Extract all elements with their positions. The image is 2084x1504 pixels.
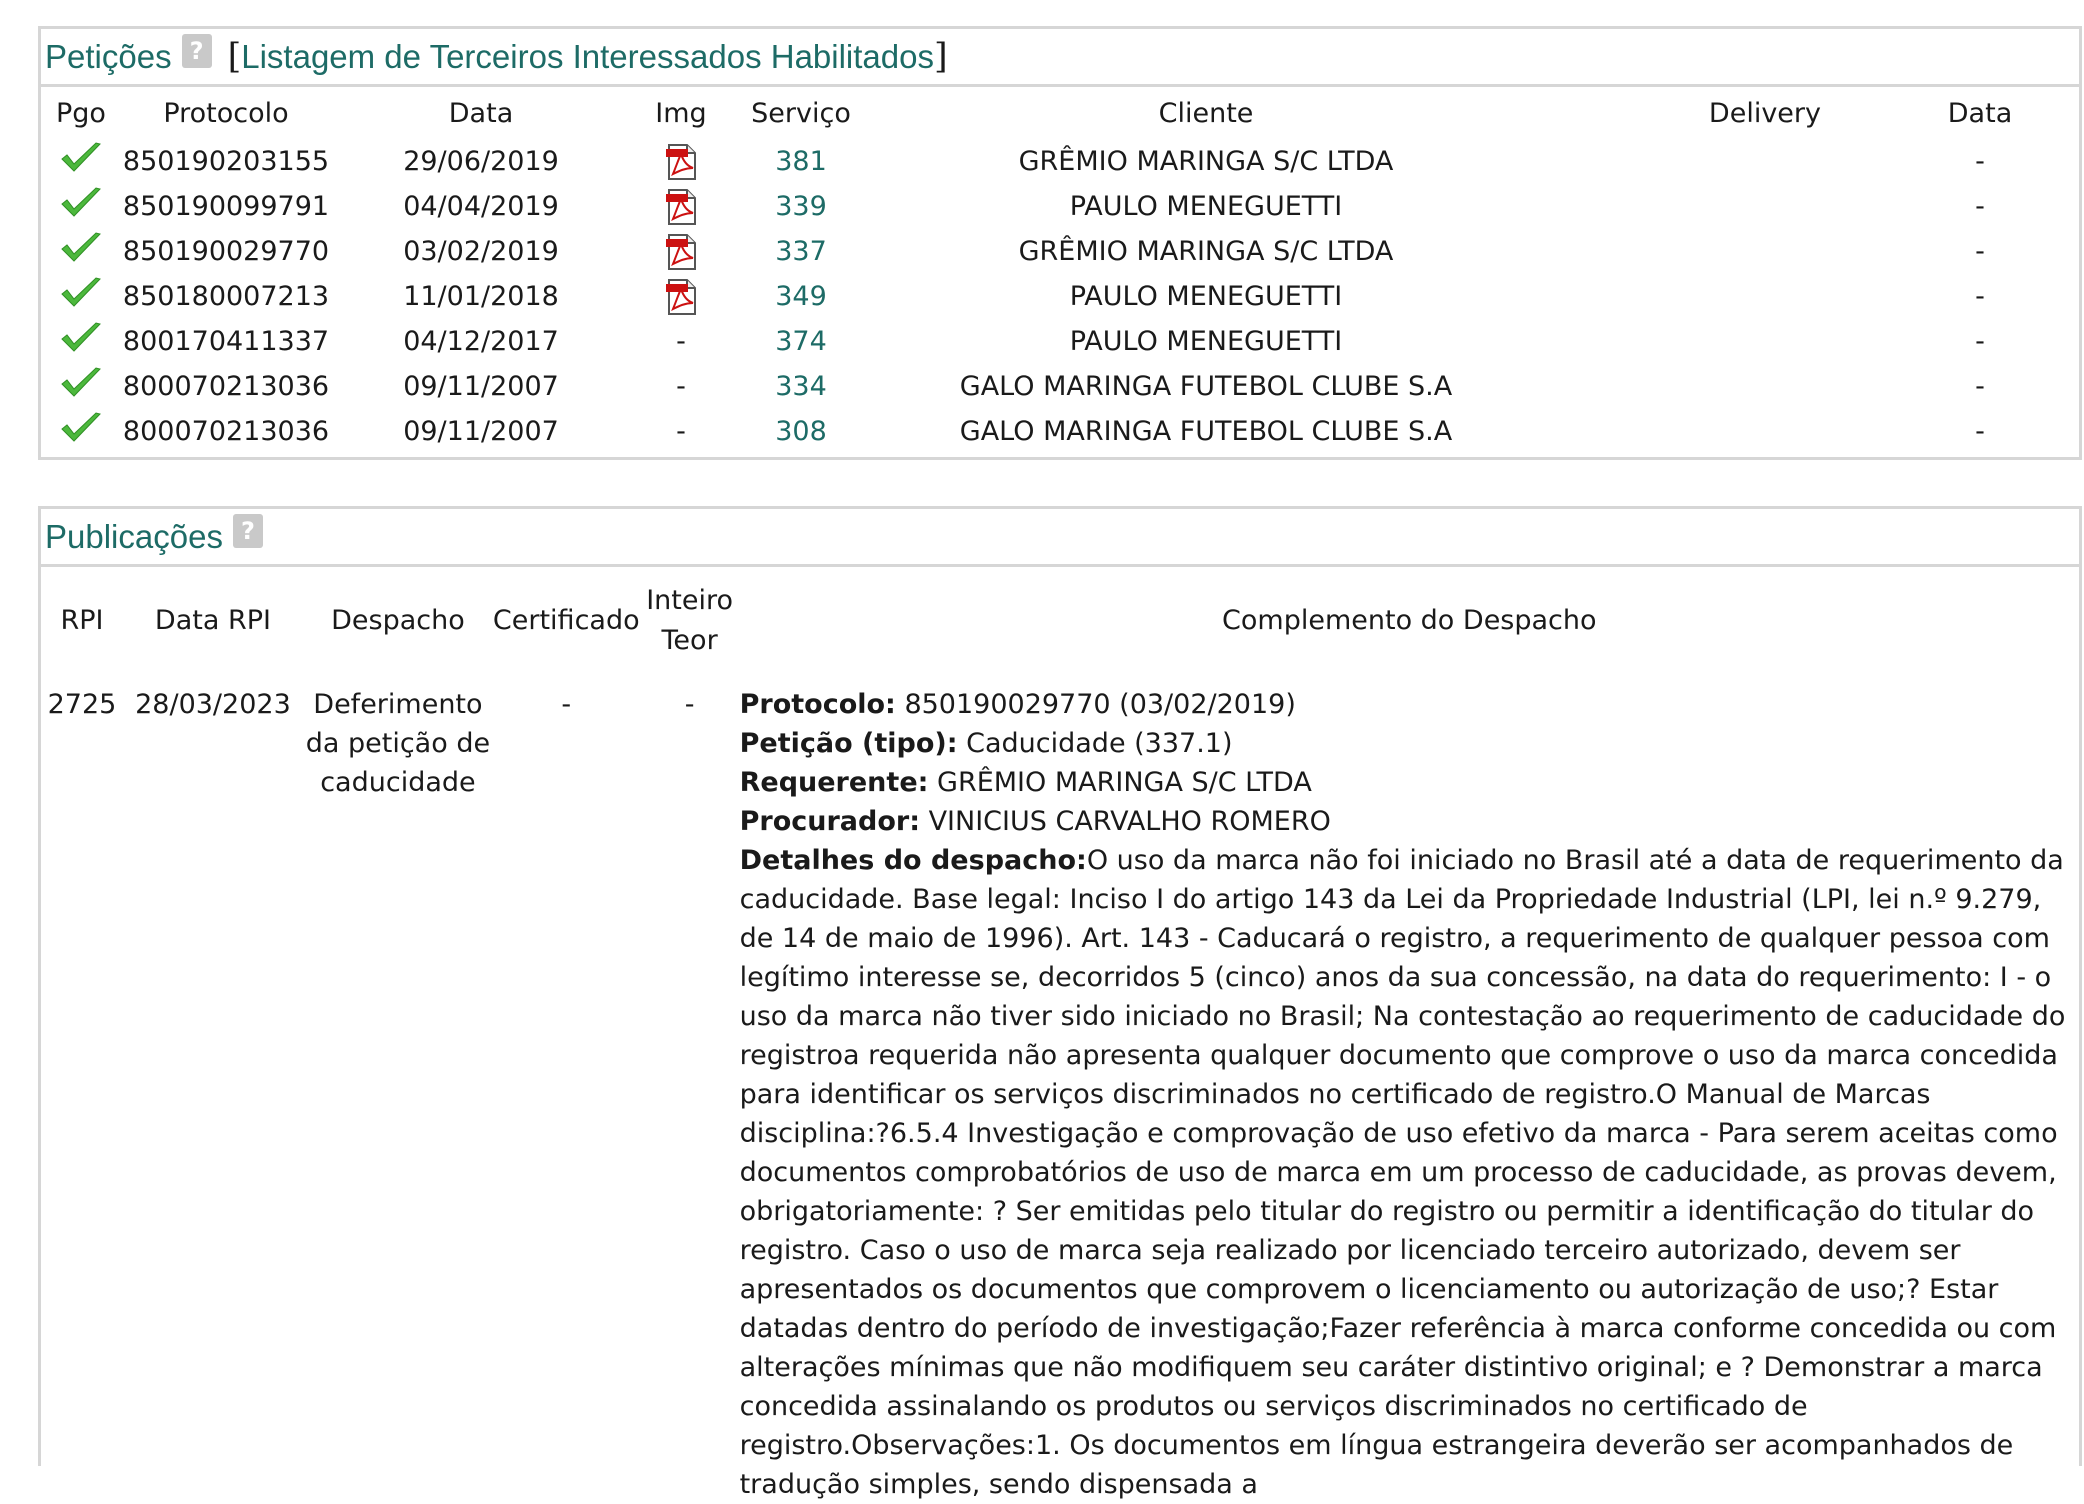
paid-cell	[41, 319, 121, 364]
data2-cell: -	[1975, 326, 1985, 357]
check-icon	[59, 366, 103, 400]
data2-cell: -	[1975, 191, 1985, 222]
servico-link[interactable]: 308	[775, 416, 827, 447]
cliente-cell: GALO MARINGA FUTEBOL CLUBE S.A	[959, 371, 1453, 402]
pdf-icon[interactable]	[661, 232, 701, 272]
peticoes-header	[41, 29, 2079, 87]
requerente-label: Requerente:	[739, 767, 929, 798]
delivery-cell	[1541, 139, 1881, 184]
delivery-cell	[1541, 319, 1881, 364]
img-cell	[631, 184, 731, 229]
bracket-close: ]	[934, 36, 948, 77]
despacho-line-3: caducidade	[320, 767, 476, 798]
complemento-cell	[740, 675, 2079, 1504]
protocolo-cell: 850190203155	[122, 146, 330, 177]
img-cell: -	[676, 371, 686, 402]
publicacoes-table	[41, 567, 2079, 1504]
delivery-cell	[1541, 364, 1881, 409]
cliente-cell: GRÊMIO MARINGA S/C LTDA	[1018, 146, 1394, 177]
peticao-label: Petição (tipo):	[739, 728, 958, 759]
img-cell: -	[676, 416, 686, 447]
despacho-line-1: Deferimento	[313, 689, 483, 720]
protocolo-cell: 850190099791	[122, 191, 330, 222]
col-protocolo: Protocolo	[163, 97, 289, 129]
check-icon	[59, 276, 103, 310]
col-data2: Data	[1947, 97, 2013, 129]
procurador-value: VINICIUS CARVALHO ROMERO	[920, 806, 1331, 837]
table-row	[41, 364, 2079, 409]
pdf-icon[interactable]	[661, 277, 701, 317]
delivery-cell	[1541, 274, 1881, 319]
paid-cell	[41, 229, 121, 274]
peticoes-body	[41, 139, 2079, 454]
publicacoes-header	[41, 509, 2079, 567]
delivery-cell	[1541, 409, 1881, 454]
data2-cell: -	[1975, 416, 1985, 447]
col-complemento: Complemento do Despacho	[1222, 605, 1597, 636]
protocolo-value: 850190029770 (03/02/2019)	[895, 689, 1296, 720]
col-pgo: Pgo	[56, 97, 106, 129]
pdf-icon[interactable]	[661, 187, 701, 227]
servico-link[interactable]: 339	[775, 191, 827, 222]
despacho-cell	[303, 675, 493, 1504]
cliente-cell: PAULO MENEGUETTI	[1069, 326, 1343, 357]
cliente-cell: GALO MARINGA FUTEBOL CLUBE S.A	[959, 416, 1453, 447]
table-row	[41, 184, 2079, 229]
table-row	[41, 319, 2079, 364]
paid-cell	[41, 409, 121, 454]
paid-cell	[41, 139, 121, 184]
col-despacho: Despacho	[331, 605, 465, 636]
check-icon	[59, 231, 103, 265]
help-icon[interactable]: ?	[182, 34, 212, 68]
requerente-value: GRÊMIO MARINGA S/C LTDA	[928, 767, 1312, 798]
protocolo-cell: 850190029770	[122, 236, 330, 267]
pdf-icon[interactable]	[661, 142, 701, 182]
img-cell: -	[676, 326, 686, 357]
table-row	[41, 139, 2079, 184]
servico-cell	[731, 364, 871, 409]
data-cell: 04/04/2019	[403, 191, 559, 222]
data2-cell: -	[1975, 236, 1985, 267]
img-cell	[631, 229, 731, 274]
teor-label: Teor	[661, 625, 718, 656]
peticao-value: Caducidade (337.1)	[957, 728, 1233, 759]
servico-link[interactable]: 337	[775, 236, 827, 267]
detalhes-text: O uso da marca não foi iniciado no Brasil até a data de requerimento da caducidade. Base legal: Inciso I do artigo 143 da Lei da Propriedade Industrial (LPI, lei n.º 9.279, de 14 de maio de 1996). Art. 143 - Caducará o registro, a requerimento de qualquer pessoa com legítimo interesse se, decorridos 5 (cinco) anos da sua concessão, na data do requerimento: I - o uso da marca não tiver sido iniciado no Brasil; Na contestação ao requerimento de caducidade do registroa requerida não apresenta qualquer documento que comprove o uso da marca concedida para identificar os serviços discriminados no certificado de registro.O Manual de Marcas disciplina:?6.5.4 Investigação e comprovação de uso efetivo da marca - Para serem aceitas como documentos comprobatórios de uso de marca em um processo de caducidade, as provas devem, obrigatoriamente: ? Ser emitidas pelo titular do registro ou permitir a identificação do titular do registro. Caso o uso de marca seja realizado por licenciado terceiro autorizado, devem ser apresentados os documentos que comprovem o licenciamento ou autorização de uso;? Estar datadas dentro do período de investigação;Fazer referência à marca conforme concedida ou com alterações mínimas que não modifiquem seu caráter distintivo original; e ? Demonstrar a marca concedida assinalando os produtos ou serviços discriminados no certificado de registro.Observações:1. Os documentos em língua estrangeira deverão ser acompanhados de tradução simples, sendo dispensada a	[739, 845, 2066, 1500]
servico-link[interactable]: 334	[775, 371, 827, 402]
servico-link[interactable]: 381	[775, 146, 827, 177]
procurador-label: Procurador:	[739, 806, 920, 837]
col-data-rpi: Data RPI	[154, 605, 271, 636]
terceiros-interessados-link[interactable]: Listagem de Terceiros Interessados Habilitados	[241, 37, 934, 75]
data2-cell: -	[1975, 371, 1985, 402]
servico-link[interactable]: 374	[775, 326, 827, 357]
col-inteiro-teor	[640, 567, 740, 675]
protocolo-cell: 850180007213	[122, 281, 330, 312]
peticoes-title: Petições	[45, 37, 172, 75]
check-icon	[59, 141, 103, 175]
data-cell: 09/11/2007	[403, 371, 559, 402]
table-row	[41, 229, 2079, 274]
cliente-cell: PAULO MENEGUETTI	[1069, 281, 1343, 312]
paid-cell	[41, 274, 121, 319]
col-cliente: Cliente	[1158, 97, 1254, 129]
publicacoes-panel	[38, 506, 2082, 1500]
data-cell: 29/06/2019	[403, 146, 559, 177]
inteiro-teor-cell: -	[684, 689, 695, 720]
servico-cell	[731, 139, 871, 184]
col-data: Data	[448, 97, 514, 129]
check-icon	[59, 411, 103, 445]
terceiros-link-wrap	[228, 37, 948, 77]
table-row	[41, 274, 2079, 319]
help-icon[interactable]: ?	[233, 514, 263, 548]
data-rpi-cell: 28/03/2023	[135, 689, 291, 720]
rpi-cell: 2725	[47, 689, 117, 720]
data-cell: 03/02/2019	[403, 236, 559, 267]
table-row	[41, 675, 2079, 1504]
img-cell	[631, 139, 731, 184]
table-row	[41, 409, 2079, 454]
servico-cell	[731, 319, 871, 364]
data2-cell: -	[1975, 146, 1985, 177]
col-servico: Serviço	[751, 97, 851, 129]
protocolo-cell: 800070213036	[122, 416, 330, 447]
data2-cell: -	[1975, 281, 1985, 312]
servico-cell	[731, 229, 871, 274]
cliente-cell: PAULO MENEGUETTI	[1069, 191, 1343, 222]
data-cell: 11/01/2018	[403, 281, 559, 312]
data-cell: 09/11/2007	[403, 416, 559, 447]
paid-cell	[41, 364, 121, 409]
paid-cell	[41, 184, 121, 229]
delivery-cell	[1541, 184, 1881, 229]
certificado-cell: -	[561, 689, 572, 720]
servico-cell	[731, 409, 871, 454]
publicacoes-title: Publicações	[45, 517, 223, 555]
detalhes-label: Detalhes do despacho:	[739, 845, 1087, 876]
publicacoes-header-row	[41, 567, 2079, 675]
protocolo-cell: 800070213036	[122, 371, 330, 402]
servico-cell	[731, 274, 871, 319]
peticoes-table	[41, 87, 2079, 454]
col-img: Img	[655, 97, 707, 129]
col-delivery: Delivery	[1708, 97, 1821, 129]
delivery-cell	[1541, 229, 1881, 274]
check-icon	[59, 186, 103, 220]
col-rpi: RPI	[60, 605, 104, 636]
despacho-line-2: da petição de	[305, 728, 491, 759]
protocolo-cell: 800170411337	[122, 326, 330, 357]
check-icon	[59, 321, 103, 355]
data-cell: 04/12/2017	[403, 326, 559, 357]
servico-cell	[731, 184, 871, 229]
peticoes-panel	[38, 26, 2082, 460]
cliente-cell: GRÊMIO MARINGA S/C LTDA	[1018, 236, 1394, 267]
servico-link[interactable]: 349	[775, 281, 827, 312]
img-cell	[631, 274, 731, 319]
inteiro-label: Inteiro	[646, 585, 734, 616]
col-certificado: Certificado	[492, 605, 640, 636]
peticoes-header-row	[41, 87, 2079, 139]
protocolo-label: Protocolo:	[739, 689, 896, 720]
bracket-open: [	[227, 36, 242, 77]
